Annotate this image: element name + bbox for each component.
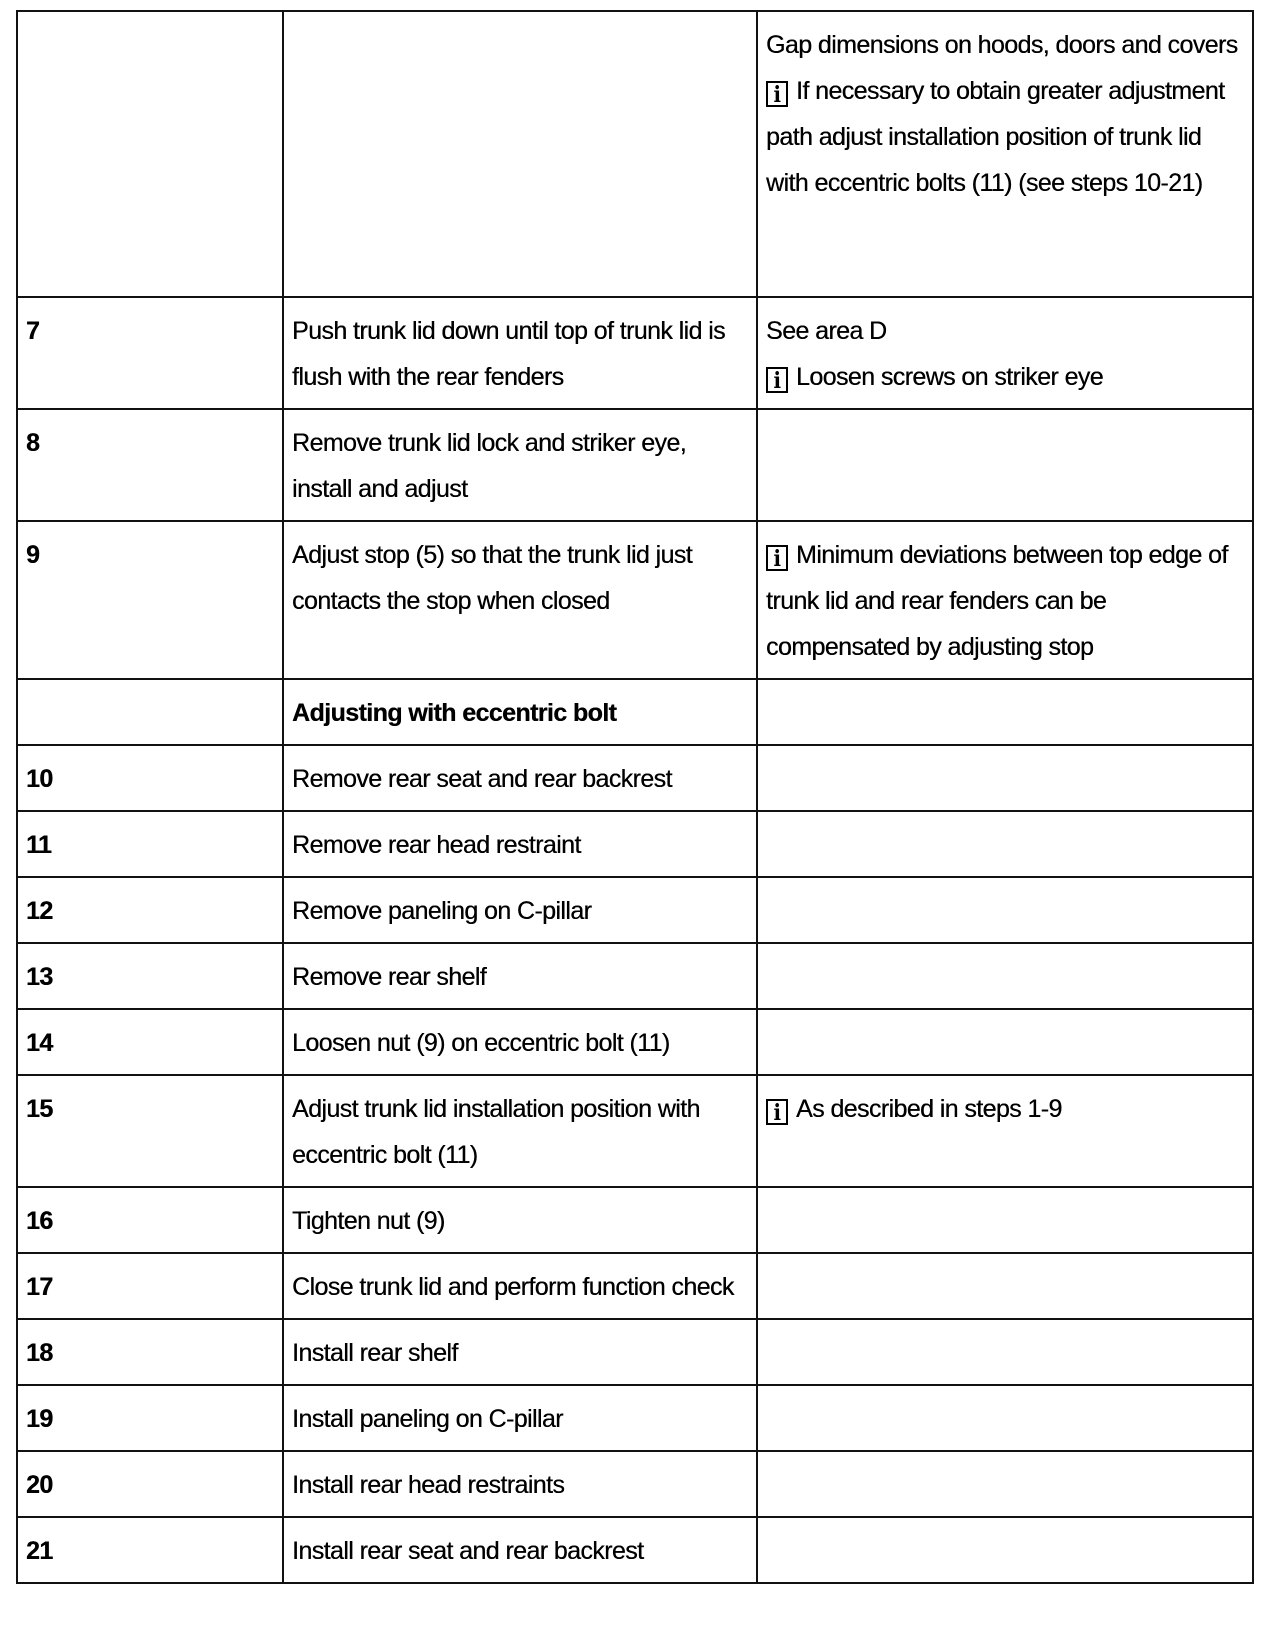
step-text-cell: Install rear seat and rear backrest bbox=[283, 1517, 757, 1583]
note-cell bbox=[757, 1451, 1253, 1517]
step-text-cell: Install rear shelf bbox=[283, 1319, 757, 1385]
table-row bbox=[17, 1319, 1253, 1385]
procedure-table bbox=[16, 10, 1254, 1584]
step-text-cell: Loosen nut (9) on eccentric bolt (11) bbox=[283, 1009, 757, 1075]
note-cell bbox=[757, 1517, 1253, 1583]
table-row bbox=[17, 1451, 1253, 1517]
note-info bbox=[766, 68, 1246, 206]
step-number-cell: 14 bbox=[17, 1009, 283, 1075]
note-cell bbox=[757, 297, 1253, 409]
note-cell bbox=[757, 1009, 1253, 1075]
step-number-cell: 21 bbox=[17, 1517, 283, 1583]
note-info bbox=[766, 354, 1246, 400]
note-cell bbox=[757, 1253, 1253, 1319]
step-text-cell: Remove rear seat and rear backrest bbox=[283, 745, 757, 811]
note-cell bbox=[757, 811, 1253, 877]
step-text-cell: Remove paneling on C-pillar bbox=[283, 877, 757, 943]
note-cell bbox=[757, 1187, 1253, 1253]
note-cell bbox=[757, 679, 1253, 745]
step-number-cell: 12 bbox=[17, 877, 283, 943]
step-text-cell: Adjust trunk lid installation position with eccentric bolt (11) bbox=[283, 1075, 757, 1187]
step-number-cell: 7 bbox=[17, 297, 283, 409]
table-row bbox=[17, 521, 1253, 679]
note-info-text: Minimum deviations between top edge of trunk lid and rear fenders can be compensated by adjusting stop bbox=[766, 541, 1228, 661]
note-cell bbox=[757, 11, 1253, 297]
table-row bbox=[17, 811, 1253, 877]
table-row bbox=[17, 11, 1253, 297]
step-number-cell: 9 bbox=[17, 521, 283, 679]
note-cell bbox=[757, 745, 1253, 811]
step-number-cell: 19 bbox=[17, 1385, 283, 1451]
note-cell bbox=[757, 1385, 1253, 1451]
step-text-cell bbox=[283, 11, 757, 297]
step-number-cell: 16 bbox=[17, 1187, 283, 1253]
table-row bbox=[17, 877, 1253, 943]
table-row bbox=[17, 409, 1253, 521]
step-number-cell: 13 bbox=[17, 943, 283, 1009]
note-text: See area D bbox=[766, 317, 887, 345]
step-number-cell: 10 bbox=[17, 745, 283, 811]
note-cell bbox=[757, 943, 1253, 1009]
step-text-cell: Install rear head restraints bbox=[283, 1451, 757, 1517]
step-number-cell: 18 bbox=[17, 1319, 283, 1385]
table-row bbox=[17, 679, 1253, 745]
step-number-cell: 15 bbox=[17, 1075, 283, 1187]
section-heading: Adjusting with eccentric bolt bbox=[283, 679, 757, 745]
table-row bbox=[17, 1517, 1253, 1583]
step-text-cell: Remove rear head restraint bbox=[283, 811, 757, 877]
info-icon: i bbox=[766, 545, 788, 571]
table-row bbox=[17, 943, 1253, 1009]
step-text-cell: Push trunk lid down until top of trunk lid is flush with the rear fenders bbox=[283, 297, 757, 409]
note-info-text: If necessary to obtain greater adjustment path adjust installation position of trunk lid with eccentric bolts (11) (see steps 10-21) bbox=[766, 77, 1225, 197]
table-row bbox=[17, 297, 1253, 409]
table-row bbox=[17, 1253, 1253, 1319]
procedure-page bbox=[16, 10, 1252, 1584]
step-number-cell bbox=[17, 679, 283, 745]
step-number-cell bbox=[17, 11, 283, 297]
step-text-cell: Remove rear shelf bbox=[283, 943, 757, 1009]
note-cell bbox=[757, 521, 1253, 679]
note-cell bbox=[757, 409, 1253, 521]
step-text-cell: Remove trunk lid lock and striker eye, install and adjust bbox=[283, 409, 757, 521]
table-row bbox=[17, 1075, 1253, 1187]
table-row bbox=[17, 1187, 1253, 1253]
step-number-cell: 11 bbox=[17, 811, 283, 877]
table-row bbox=[17, 1385, 1253, 1451]
info-icon: i bbox=[766, 1099, 788, 1125]
note-cell bbox=[757, 877, 1253, 943]
step-text-cell: Adjust stop (5) so that the trunk lid just contacts the stop when closed bbox=[283, 521, 757, 679]
step-text-cell: Install paneling on C-pillar bbox=[283, 1385, 757, 1451]
note-cell bbox=[757, 1075, 1253, 1187]
step-number-cell: 8 bbox=[17, 409, 283, 521]
info-icon: i bbox=[766, 81, 788, 107]
note-info-text: As described in steps 1-9 bbox=[796, 1095, 1062, 1123]
table-row bbox=[17, 745, 1253, 811]
note-text: Gap dimensions on hoods, doors and covers bbox=[766, 31, 1238, 59]
note-cell bbox=[757, 1319, 1253, 1385]
note-info-text: Loosen screws on striker eye bbox=[796, 363, 1103, 391]
step-number-cell: 17 bbox=[17, 1253, 283, 1319]
step-text-cell: Close trunk lid and perform function check bbox=[283, 1253, 757, 1319]
step-number-cell: 20 bbox=[17, 1451, 283, 1517]
info-icon: i bbox=[766, 367, 788, 393]
step-text-cell: Tighten nut (9) bbox=[283, 1187, 757, 1253]
table-row bbox=[17, 1009, 1253, 1075]
